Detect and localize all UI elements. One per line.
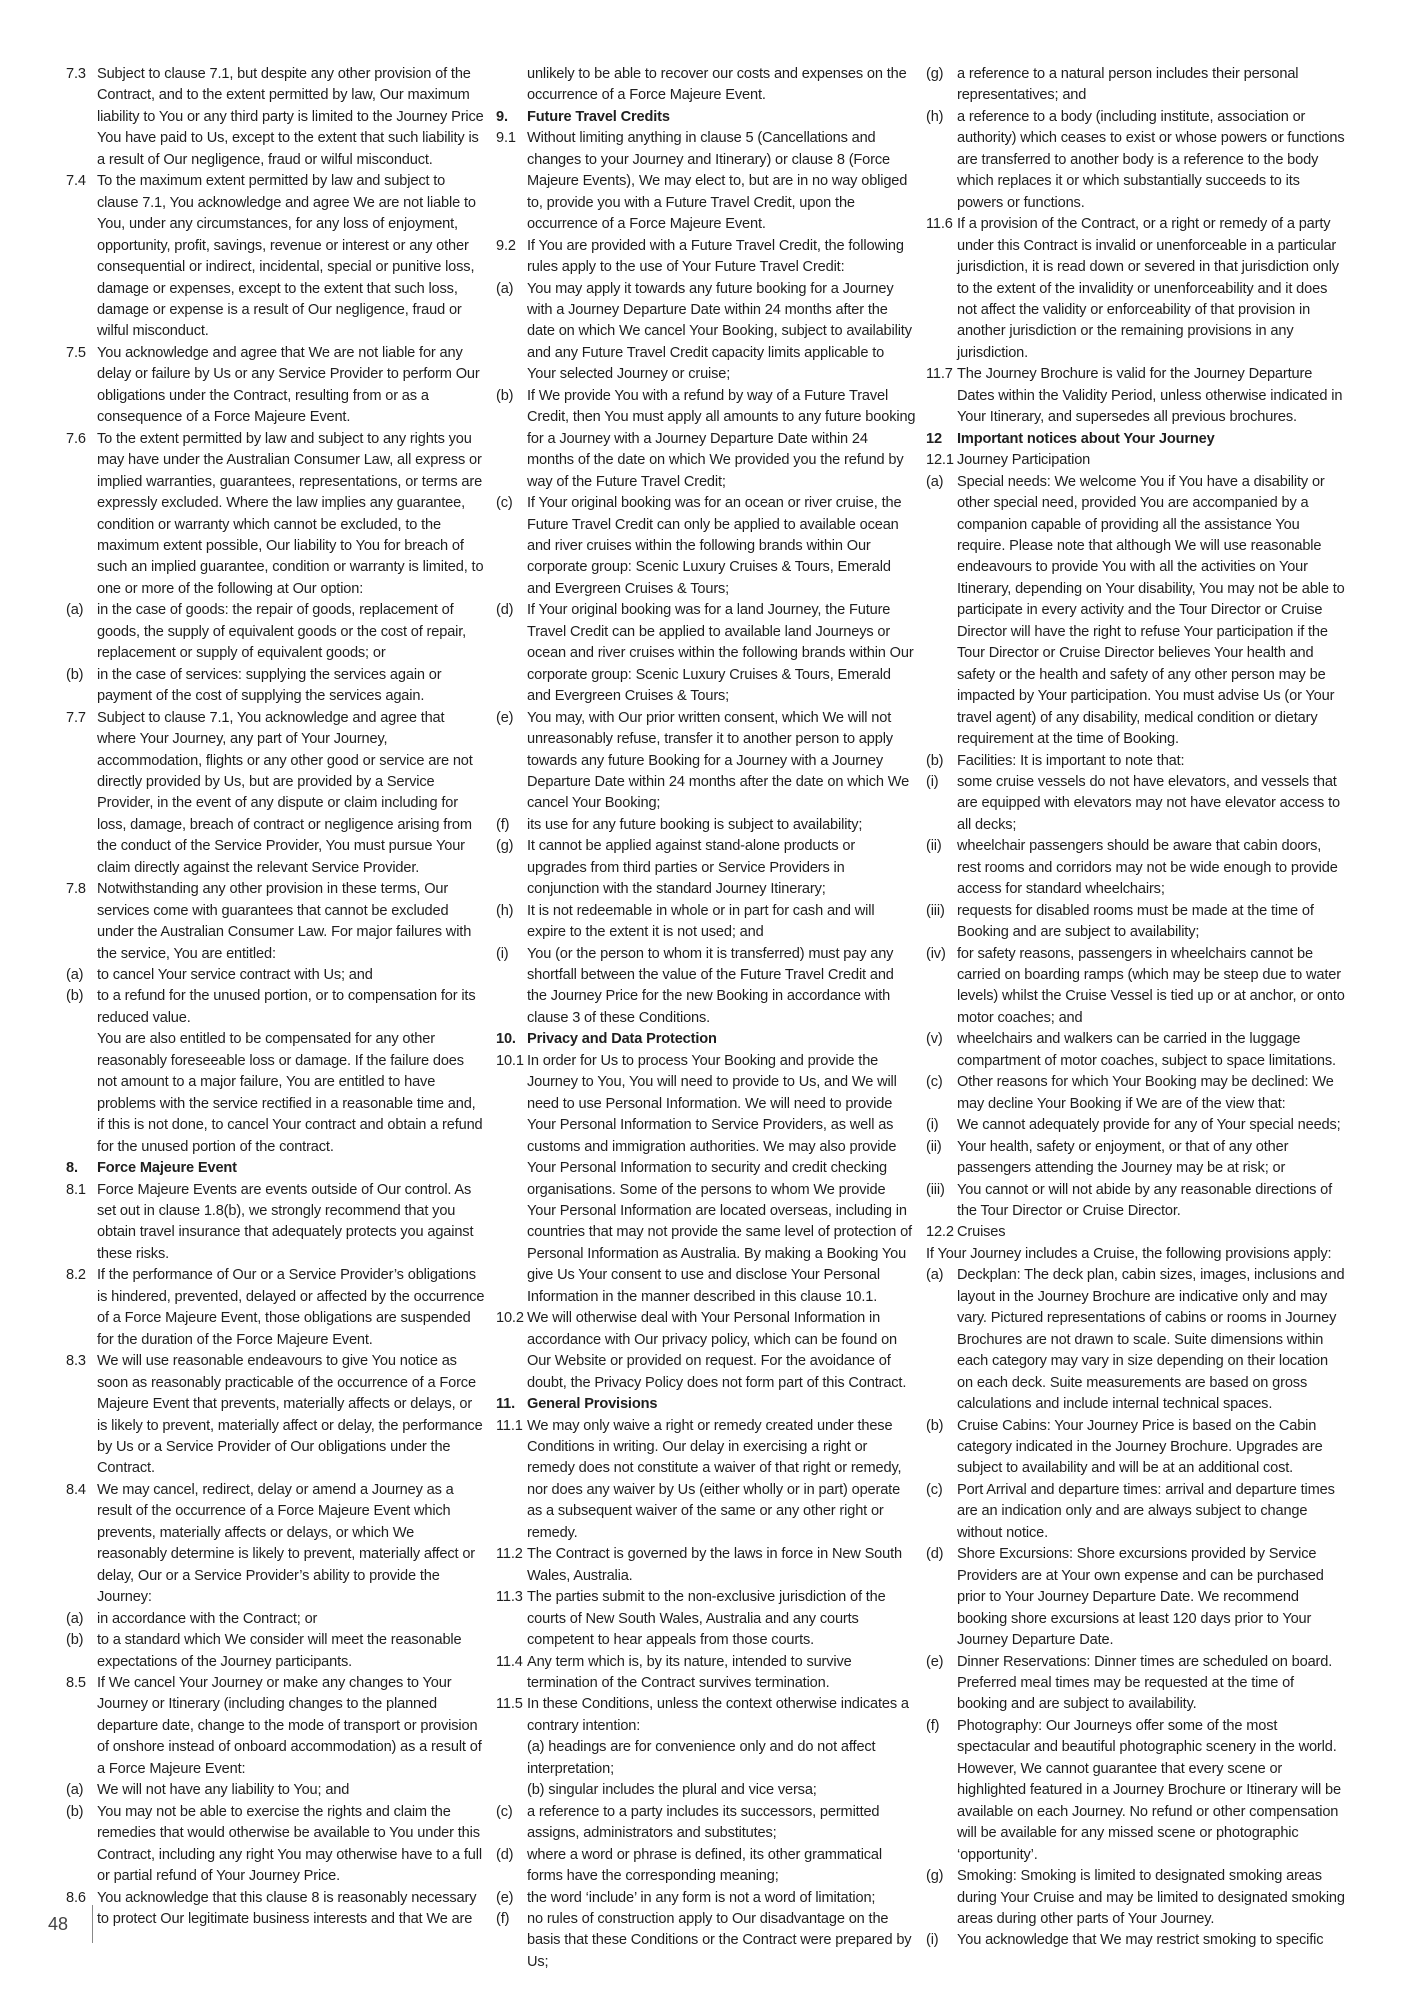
clause-text: If Your Journey includes a Cruise, the following provisions apply: [926, 1245, 1332, 1262]
section-heading [496, 107, 916, 128]
clause [496, 386, 916, 493]
clause [66, 1780, 486, 1801]
clause-number: 11.3 [496, 1589, 523, 1606]
clause [926, 1180, 1346, 1223]
clause-number: (g) [496, 838, 514, 855]
clause-text: a reference to a party includes its successors, permitted assigns, administrators and substitutes; [527, 1803, 880, 1842]
clause-number: (c) [496, 1803, 513, 1820]
clause [926, 1416, 1346, 1480]
clause-text: Facilities: It is important to note that: [957, 752, 1185, 769]
clause-number: 11.7 [926, 366, 953, 383]
clause [496, 944, 916, 1030]
clause-number: 8.2 [66, 1267, 86, 1284]
clause [926, 1222, 1346, 1243]
clause-number: (c) [926, 1481, 943, 1498]
clause-number: 7.8 [66, 881, 86, 898]
clause-number: (b) [926, 1417, 944, 1434]
clause-text: wheelchairs and walkers can be carried in the luggage compartment of motor coaches, subject to space limitations. [957, 1031, 1336, 1069]
clause [66, 1888, 486, 1931]
clause-text: its use for any future booking is subject to availability; [527, 816, 863, 833]
clause [926, 1072, 1346, 1115]
clause-number: (b) [66, 666, 84, 683]
clause-text: If the performance of Our or a Service Provider’s obligations is hindered, prevented, delayed or affected by the occurrence of a Force Majeure Event, those obligations are suspended for the duration of the Force Majeure Event. [97, 1267, 485, 1348]
clause-text: wheelchair passengers should be aware that cabin doors, rest rooms and corridors may not be wide enough to provide access for standard wheelchairs; [957, 838, 1338, 898]
clause-text: If We cancel Your Journey or make any changes to Your Journey or Itinerary (including changes to the planned departure date, change to the mode of transport or provision of onshore instead of onboard accommodation) as a result of a Force Majeure Event: [97, 1674, 482, 1777]
clause-text: If a provision of the Contract, or a right or remedy of a party under this Contract is invalid or unenforceable in a particular jurisdiction, it is read down or severed in that jurisdiction only to the extent of the invalidity or unenforceability and it does not affect the validity or enforceability of that provision in another jurisdiction or the remaining provisions in any jurisdiction. [957, 216, 1339, 361]
clause-number: (h) [926, 108, 944, 125]
clause [496, 1587, 916, 1651]
clause-text: If You are provided with a Future Travel Credit, the following rules apply to the use of Your Future Travel Credit: [527, 237, 904, 276]
clause-number: (e) [496, 1889, 514, 1906]
clause-text: You (or the person to whom it is transferred) must pay any shortfall between the value of the Future Travel Credit and the Journey Price for the new Booking in accordance with clause 3 of these Conditions. [527, 945, 894, 1026]
clause-text: The parties submit to the non-exclusive jurisdiction of the courts of New South Wales, Australia and any courts competent to hear appeals from those courts. [527, 1589, 886, 1649]
clause [926, 1029, 1346, 1072]
clause [926, 1652, 1346, 1716]
clause [66, 171, 486, 343]
clause-number: 8.5 [66, 1674, 86, 1691]
clause-number: (e) [496, 709, 514, 726]
clause-number: 11.1 [496, 1417, 523, 1434]
clause-number: (c) [496, 495, 513, 512]
clause [66, 64, 486, 171]
page-number: 48 [48, 1914, 69, 1934]
clause-number: (f) [926, 1717, 940, 1734]
clause-text: We will use reasonable endeavours to give You notice as soon as reasonably practicable of the occurrence of a Force Majeure Event that prevents, materially affects or delays, or is likely to prevent, materially affect or delay, the performance by Us or a Service Provider of Our obligations under the Contract. [97, 1353, 483, 1477]
clause [66, 708, 486, 880]
clause-number: 7.6 [66, 430, 86, 447]
clause-text: (a) headings are for convenience only and do not affect interpretation; [527, 1739, 876, 1777]
clause-number: (v) [926, 1031, 943, 1048]
clause-number: (i) [926, 1932, 939, 1949]
clause-text: no rules of construction apply to Our disadvantage on the basis that these Conditions or the Contract were prepared by Us; [527, 1910, 912, 1970]
clause-number: (d) [496, 1846, 514, 1863]
clause-number: (a) [66, 602, 84, 619]
clause-number: (i) [496, 945, 509, 962]
clause-number: (c) [926, 1074, 943, 1091]
clause-text: In order for Us to process Your Booking and provide the Journey to You, You will need to provide to Us, and We will need to use Personal Information. We will need to provide Your Personal Information to Service Providers, as well as customs and immigration authorities. We may also provide Your Personal Information to security and credit checking organisations. Some of the persons to whom We provide Your Personal Information are located overseas, including in countries that may not provide the same level of protection of Personal Information as Australia. By making a Booking You give Us Your consent to use and disclose Your Personal Information in the manner described in this clause 10.1. [527, 1052, 912, 1305]
clause-number: 11.4 [496, 1653, 523, 1670]
clause-text: Shore Excursions: Shore excursions provided by Service Providers are at Your own expense and can be purchased prior to Your Journey Departure Date. We recommend booking shore excursions at least 120 days prior to Your Journey Departure Date. [957, 1546, 1324, 1649]
clause-number: 9.1 [496, 130, 516, 147]
clause-text: in the case of goods: the repair of goods, replacement of goods, the supply of equivalent goods or the cost of repair, replacement or supply of equivalent goods; or [97, 602, 467, 662]
clause-number: (a) [496, 280, 514, 297]
clause-text: We will not have any liability to You; and [97, 1782, 350, 1799]
clause-text: unlikely to be able to recover our costs and expenses on the occurrence of a Force Majeure Event. [527, 66, 907, 104]
clause [66, 1180, 486, 1266]
clause-number: 11.5 [496, 1696, 523, 1713]
section-heading [926, 429, 1346, 450]
clause [66, 879, 486, 965]
clause-text: In these Conditions, unless the context otherwise indicates a contrary intention: [527, 1696, 909, 1734]
clause-text: Deckplan: The deck plan, cabin sizes, images, inclusions and layout in the Journey Brochure are indicative only and may vary. Pictured representations of cabins or rooms in Journey Brochures are not drawn to scale. Suite dimensions within each category may vary in size depending on their location on each deck. Suite measurements are based on gross calculations and include internal technical spaces. [957, 1267, 1345, 1413]
clause-number: (iii) [926, 1181, 945, 1198]
clause-text: You acknowledge and agree that We are not liable for any delay or failure by Us or any Service Provider to perform Our obligations under the Contract, resulting from or as a consequence of a Force Majeure Event. [97, 344, 480, 426]
clause [66, 1673, 486, 1780]
clause-text: You cannot or will not abide by any reasonable directions of the Tour Director or Cruise Director. [957, 1181, 1333, 1220]
clause-number: (ii) [926, 1138, 942, 1155]
clause-number: 8. [66, 1160, 78, 1177]
clause [496, 236, 916, 279]
clause-number: (b) [66, 988, 84, 1005]
clause-number: 11. [496, 1396, 516, 1413]
clause-text: in the case of services: supplying the services again or payment of the cost of supplying the services again. [97, 666, 442, 705]
clause-text: You may, with Our prior written consent, which We will not unreasonably refuse, transfer it to another person to apply towards any future Booking for a Journey with a Journey Departure Date within 24 months after the date on which We cancel Your Booking; [527, 709, 910, 812]
clause-number: (a) [66, 1782, 84, 1799]
clause [66, 1265, 486, 1351]
column-3 [926, 64, 1346, 1952]
clause [496, 1888, 916, 1909]
clause [496, 600, 916, 707]
clause [496, 1845, 916, 1888]
clause-text: The Journey Brochure is valid for the Journey Departure Dates within the Validity Period, unless otherwise indicated in Your Itinerary, and supersedes all previous brochures. [957, 366, 1343, 426]
clause-number: (b) [496, 387, 514, 404]
clause-number: (d) [496, 602, 514, 619]
clause [496, 1780, 916, 1801]
clause-number: 8.6 [66, 1889, 86, 1906]
clause-number: (a) [926, 473, 944, 490]
clause-text: Port Arrival and departure times: arrival and departure times are an indication only and are always subject to change without notice. [957, 1481, 1335, 1541]
clause [926, 1544, 1346, 1651]
clause [496, 1416, 916, 1545]
clause [926, 1930, 1346, 1951]
clause-text: You may apply it towards any future booking for a Journey with a Journey Departure Date within 24 months after the date on which We cancel Your Booking, subject to availability and any Future Travel Credit capacity limits applicable to Your selected Journey or cruise; [527, 280, 912, 383]
clause-text: for safety reasons, passengers in wheelchairs cannot be carried on boarding ramps (which may be steep due to water levels) whilst the Cruise Vessel is tied up or at anchor, or onto motor coaches; and [957, 945, 1345, 1026]
clause-number: 8.3 [66, 1353, 86, 1370]
clause-number: (f) [496, 1910, 510, 1927]
clause-text: It is not redeemable in whole or in part for cash and will expire to the extent it is not used; and [527, 902, 875, 941]
clause-text: Dinner Reservations: Dinner times are scheduled on board. Preferred meal times may be requested at the time of booking and are subject to availability. [957, 1653, 1333, 1713]
section-heading [496, 1029, 916, 1050]
clause-number: (e) [926, 1653, 944, 1670]
clause-number: (a) [66, 1610, 84, 1627]
clause-number: 10.2 [496, 1310, 524, 1327]
clause [66, 1029, 486, 1158]
clause-number: (b) [926, 752, 944, 769]
clause [926, 472, 1346, 751]
clause-text: Force Majeure Events are events outside of Our control. As set out in clause 1.8(b), we strongly recommend that you obtain travel insurance that adequately protects you against these risks. [97, 1181, 474, 1262]
section-title: Force Majeure Event [97, 1160, 237, 1177]
clause-number: 11.6 [926, 216, 953, 233]
clause [926, 364, 1346, 428]
clause-number: 10. [496, 1031, 516, 1048]
clause-number: (a) [66, 967, 84, 984]
clause [496, 64, 916, 107]
clause-text: The Contract is governed by the laws in force in New South Wales, Australia. [527, 1546, 902, 1584]
clause [926, 214, 1346, 364]
clause-text: to cancel Your service contract with Us; and [97, 967, 373, 984]
column-2 [496, 64, 916, 1973]
clause-number: (i) [926, 773, 939, 790]
clause-text: Without limiting anything in clause 5 (Cancellations and changes to your Journey and Itinerary) or clause 8 (Force Majeure Events), We may elect to, but are in no way obliged to, provide you with a Future Travel Credit, upon the occurrence of a Force Majeure Event. [527, 130, 908, 233]
section-title: Future Travel Credits [527, 108, 670, 125]
clause-text: to a standard which We consider will meet the reasonable expectations of the Journey participants. [97, 1632, 462, 1670]
clause-number: (iv) [926, 945, 946, 962]
clause [496, 1544, 916, 1587]
clause-text: where a word or phrase is defined, its other grammatical forms have the corresponding meaning; [527, 1846, 882, 1885]
clause-text: We may cancel, redirect, delay or amend a Journey as a result of the occurrence of a Force Majeure Event which prevents, materially affects or delays, or which We reasonably determine is likely to prevent, materially affect or delay, Our or a Service Provider’s ability to provide the Journey: [97, 1481, 476, 1606]
clause-number: (iii) [926, 902, 945, 919]
clause [926, 1716, 1346, 1866]
clause [496, 1694, 916, 1737]
clause [66, 1630, 486, 1673]
clause-number: 7.4 [66, 173, 86, 190]
clause [66, 429, 486, 601]
clause-number: (b) [66, 1803, 84, 1820]
clause [496, 836, 916, 900]
page-number-divider [92, 1905, 93, 1943]
clause-text: a reference to a body (including institute, association or authority) which ceases to exist or whose powers or functions are transferred to another body is a reference to the body which replaces it or which substantially succeeds to its powers or functions. [957, 108, 1345, 211]
clause [926, 944, 1346, 1030]
clause-number: 12.2 [926, 1224, 954, 1241]
clause [496, 128, 916, 235]
clause [66, 986, 486, 1029]
clause-number: 8.4 [66, 1481, 86, 1498]
clause-number: (d) [926, 1546, 944, 1563]
clause [926, 901, 1346, 944]
clause [496, 901, 916, 944]
clause [66, 600, 486, 664]
section-title: General Provisions [527, 1396, 658, 1413]
clause [926, 1480, 1346, 1544]
clause-text: If Your original booking was for an ocean or river cruise, the Future Travel Credit can only be applied to available ocean and river cruises within the following brands within Our corporate group: Scenic Luxury Cruises & Tours, Emerald and Evergreen Cruises & Tours; [527, 495, 902, 597]
clause-text: To the extent permitted by law and subject to any rights you may have under the Australian Consumer Law, all express or implied warranties, guarantees, representations, or terms are expressly excluded. Where the law implies any guarantee, condition or warranty which cannot be excluded, to the maximum extent possible, Our liability to You for breach of such an implied guarantee, condition or warranty is limited, to one or more of the following at Our option: [97, 430, 484, 597]
clause [926, 64, 1346, 107]
section-title: Privacy and Data Protection [527, 1031, 717, 1048]
clause [926, 107, 1346, 214]
clause-text: You may not be able to exercise the rights and claim the remedies that would otherwise be available to You under this Contract, including any right You may otherwise have to a full or partial refund of Your Journey Price. [97, 1803, 482, 1885]
clause-text: You are also entitled to be compensated for any other reasonably foreseeable loss or damage. If the failure does not amount to a major failure, You are entitled to have problems with the service rectified in a reasonable time and, if this is not done, to cancel Your contract and obtain a refund for the unused portion of the contract. [97, 1031, 483, 1155]
clause-text: To the maximum extent permitted by law and subject to clause 7.1, You acknowledge and agree We are not liable to You, under any circumstances, for any loss of enjoyment, opportunity, profit, savings, revenue or interest or any other consequential or indirect, incidental, special or punitive loss, damage or expenses, except to the extent that such loss, damage or expense is a result of Our negligence, fraud or wilful misconduct. [97, 173, 476, 340]
clause [926, 1115, 1346, 1136]
clause [66, 1351, 486, 1480]
clause-text: Cruises [957, 1224, 1006, 1241]
clause-text: You acknowledge that We may restrict smoking to specific [957, 1932, 1324, 1949]
clause-text: Subject to clause 7.1, You acknowledge and agree that where Your Journey, any part of Your Journey, accommodation, flights or any other good or service are not directly provided by Us, but are provided by a Service Provider, in the event of any dispute or claim including for loss, damage, breach of contract or negligence arising from the conduct of the Service Provider, You must pursue Your claim directly against the relevant Service Provider. [97, 709, 473, 876]
clause-text: If We provide You with a refund by way of a Future Travel Credit, then You must apply all amounts to any future booking for a Journey with a Journey Departure Date within 24 months of the date on which We provided you the refund by way of the Future Travel Credit; [527, 387, 916, 490]
clause-number: 12 [926, 430, 942, 447]
clause-text: Photography: Our Journeys offer some of the most spectacular and beautiful photographic scenery in the world. However, We cannot guarantee that every scene or highlighted featured in a Journey Brochure or Itinerary will be available on each Journey. No refund or other compensation will be available for any missed scene or photographic ‘opportunity’. [957, 1717, 1341, 1863]
clause [496, 1051, 916, 1308]
clause-number: 9.2 [496, 237, 516, 254]
clause-text: If Your original booking was for a land Journey, the Future Travel Credit can be applied to available land Journeys or ocean and river cruises within the following brands within Our corporate group: Scenic Luxury Cruises & Tours, Emerald and Evergreen Cruises & Tours; [527, 602, 914, 705]
section-heading [66, 1158, 486, 1179]
clause [66, 1609, 486, 1630]
clause-text: Any term which is, by its nature, intended to survive termination of the Contract survives termination. [527, 1653, 852, 1691]
clause [926, 450, 1346, 471]
clause [926, 836, 1346, 900]
clause [926, 1265, 1346, 1415]
clause [926, 772, 1346, 836]
column-1 [66, 64, 486, 1930]
clause-number: (i) [926, 1117, 939, 1134]
clause-text: in accordance with the Contract; or [97, 1610, 318, 1627]
clause [496, 279, 916, 386]
clause [926, 1866, 1346, 1930]
clause [496, 1737, 916, 1780]
clause [66, 343, 486, 429]
clause [66, 665, 486, 708]
clause-text: a reference to a natural person includes their personal representatives; and [957, 66, 1299, 104]
clause-text: We may only waive a right or remedy created under these Conditions in writing. Our delay in exercising a right or remedy does not constitute a waiver of that right or remedy, nor does any waiver by Us (either wholly or in part) operate as a subsequent waiver of the same or any other right or remedy. [527, 1417, 902, 1541]
clause [496, 1652, 916, 1695]
clause [496, 1802, 916, 1845]
clause [496, 1909, 916, 1973]
section-heading [496, 1394, 916, 1415]
clause [926, 751, 1346, 772]
clause-text: to a refund for the unused portion, or to compensation for its reduced value. [97, 988, 476, 1026]
clause-number: 10.1 [496, 1052, 524, 1069]
clause [66, 1480, 486, 1609]
clause-number: (b) [66, 1632, 84, 1649]
clause [926, 1137, 1346, 1180]
clause [496, 815, 916, 836]
clause-text: Smoking: Smoking is limited to designated smoking areas during Your Cruise and may be limited to designated smoking areas during other parts of Your Journey. [957, 1868, 1345, 1927]
clause [926, 1244, 1346, 1265]
clause-number: (g) [926, 1868, 944, 1885]
clause [496, 1308, 916, 1394]
clause-text: You acknowledge that this clause 8 is reasonably necessary to protect Our legitimate business interests and that We are [97, 1889, 477, 1927]
clause-text: We cannot adequately provide for any of Your special needs; [957, 1117, 1341, 1134]
clause-text: Special needs: We welcome You if You have a disability or other special need, provided You are accompanied by a companion capable of providing all the assistance You require. Please note that although We will use reasonable endeavours to provide You with all the activities on Your Itinerary, depending on Your disability, You may not be able to participate in every activity and the Tour Director or Cruise Director will have the right to refuse Your participation if the Tour Director or Cruise Director believes Your health and safety or the health and safety of any other person may be impacted by Your participation. You must advise Us (or Your travel agent) of any disability, medical condition or dietary requirement at the time of Booking. [957, 473, 1345, 748]
clause-number: (a) [926, 1267, 944, 1284]
clause-text: Notwithstanding any other provision in these terms, Our services come with guarantees that cannot be excluded under the Australian Consumer Law. For major failures with the service, You are entitled: [97, 881, 472, 962]
clause [496, 708, 916, 815]
clause [66, 1802, 486, 1888]
clause-number: 7.3 [66, 66, 86, 82]
clause-text: It cannot be applied against stand-alone products or upgrades from third parties or Service Providers in conjunction with the standard Journey Itinerary; [527, 838, 856, 898]
clause-text: some cruise vessels do not have elevators, and vessels that are equipped with elevators may not have elevator access to all decks; [957, 773, 1340, 833]
clause-number: (f) [496, 816, 510, 833]
clause-number: (ii) [926, 838, 942, 855]
clause-text: We will otherwise deal with Your Personal Information in accordance with Our privacy policy, which can be found on Our Website or provided on request. For the avoidance of doubt, the Privacy Policy does not form part of this Contract. [527, 1310, 907, 1391]
clause-number: (g) [926, 66, 944, 82]
clause-text: requests for disabled rooms must be made at the time of Booking and are subject to availability; [957, 902, 1314, 941]
clause [66, 965, 486, 986]
clause-text: Your health, safety or enjoyment, or that of any other passengers attending the Journey may be at risk; or [957, 1138, 1289, 1177]
clause-number: (h) [496, 902, 514, 919]
clause [496, 493, 916, 600]
clause-text: Subject to clause 7.1, but despite any other provision of the Contract, and to the extent permitted by law, Our maximum liability to You or any third party is limited to the Journey Price You have paid to Us, except to the extent that such liability is a result of Our negligence, fraud or wilful misconduct. [97, 66, 484, 168]
clause-text: Other reasons for which Your Booking may be declined: We may decline Your Booking if We are of the view that: [957, 1074, 1334, 1112]
clause-text: (b) singular includes the plural and vice versa; [527, 1782, 817, 1799]
clause-number: 12.1 [926, 452, 954, 469]
clause-text: Cruise Cabins: Your Journey Price is based on the Cabin category indicated in the Journey Brochure. Upgrades are subject to availability and will be at an additional cost. [957, 1417, 1323, 1477]
clause-number: 9. [496, 108, 508, 125]
clause-number: 7.7 [66, 709, 86, 726]
clause-text: Journey Participation [957, 452, 1091, 469]
section-title: Important notices about Your Journey [957, 430, 1215, 447]
clause-number: 7.5 [66, 344, 86, 361]
clause-number: 11.2 [496, 1546, 523, 1563]
clause-text: the word ‘include’ in any form is not a word of limitation; [527, 1889, 876, 1906]
clause-number: 8.1 [66, 1181, 86, 1198]
